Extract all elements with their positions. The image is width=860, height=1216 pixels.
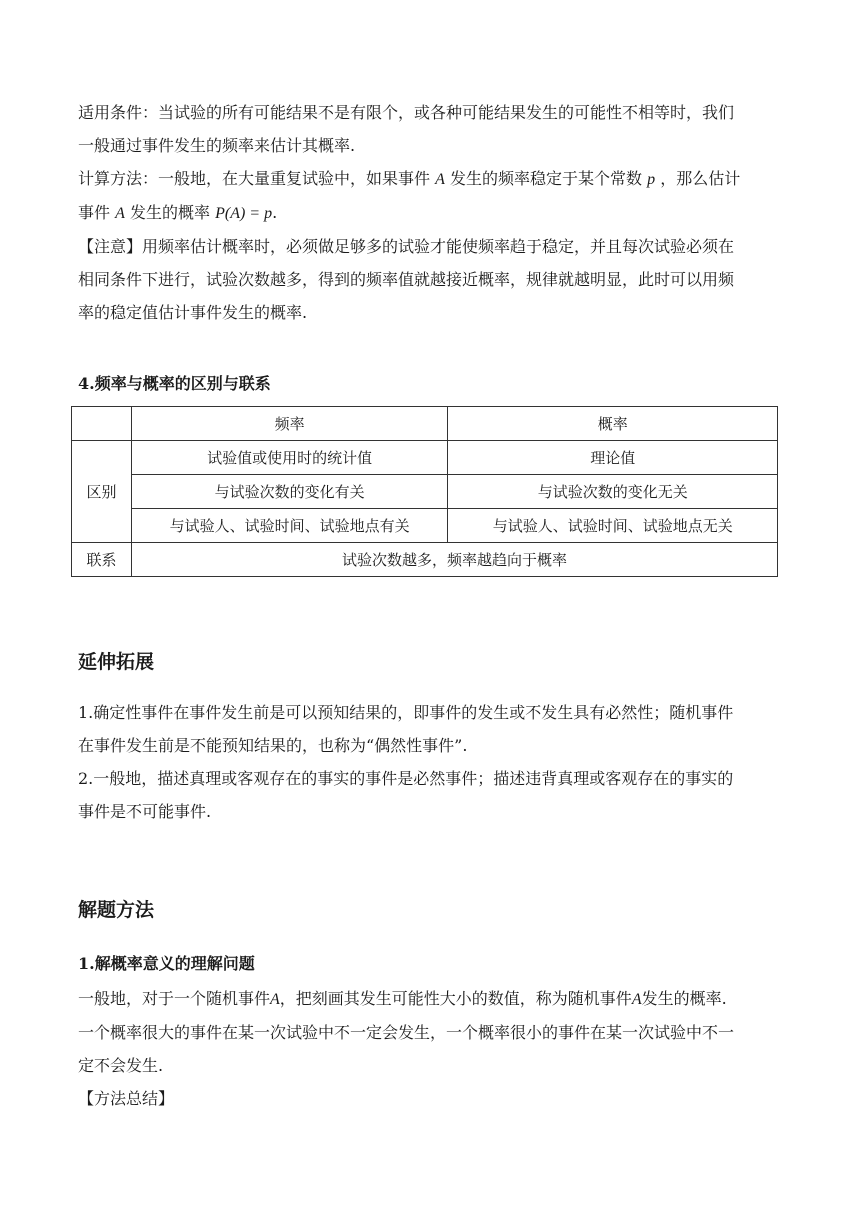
table-row (72, 475, 778, 509)
method-line-2 (78, 196, 784, 230)
var-A: A (270, 991, 280, 1008)
extension-heading-wrap (78, 648, 154, 676)
method-text: ，那么估计 (660, 169, 741, 188)
intro-block (78, 96, 784, 329)
comparison-table (71, 406, 778, 577)
methods-sub-wrap (78, 952, 255, 976)
extension-line: 2.一般地，描述真理或客观存在的事实的事件是必然事件；描述违背真理或客观存在的事实的 (78, 769, 734, 788)
method-text: 计算方法：一般地，在大量重复试验中，如果事件 (78, 169, 431, 188)
methods-subheading: 1.解概率意义的理解问题 (78, 954, 255, 973)
extension-line: 在事件发生前是不能预知结果的，也称为“偶然性事件”. (78, 736, 468, 755)
method-text: 发生的概率 (129, 203, 210, 222)
methods-body (78, 982, 784, 1115)
table-cell: 理论值 (448, 441, 778, 475)
methods-text: 发生的概率. (641, 989, 727, 1008)
table-header-probability: 概率 (448, 407, 778, 441)
section-4-heading-wrap (78, 372, 271, 396)
table-row (72, 441, 778, 475)
diff-label: 区别 (72, 441, 132, 543)
methods-heading-wrap (78, 896, 154, 924)
extension-line: 1.确定性事件在事件发生前是可以预知结果的，即事件的发生或不发生具有必然性；随机事件 (78, 703, 734, 722)
methods-text: ，把刻画其发生可能性大小的数值，称为随机事件 (279, 989, 632, 1008)
note-line-3: 率的稳定值估计事件发生的概率. (78, 303, 308, 322)
methods-heading: 解题方法 (78, 899, 155, 921)
table-cell: 试验值或使用时的统计值 (131, 441, 448, 475)
note-line-1: 【注意】用频率估计概率时，必须做足够多的试验才能使频率趋于稳定，并且每次试验必须在 (78, 237, 735, 256)
table-row (72, 509, 778, 543)
method-text: 发生的频率稳定于某个常数 (449, 169, 642, 188)
formula: P(A) = p (215, 205, 273, 222)
method-text: . (272, 203, 278, 222)
table-cell: 与试验人、试验时间、试验地点有关 (131, 509, 448, 543)
extension-body (78, 696, 784, 828)
method-text: 事件 (78, 203, 111, 222)
var-p: p (647, 171, 656, 188)
condition-line-2: 一般通过事件发生的频率来估计其概率. (78, 136, 356, 155)
methods-line-2: 一个概率很大的事件在某一次试验中不一定会发生，一个概率很小的事件在某一次试验中不一 (78, 1023, 735, 1042)
methods-line-1 (78, 982, 784, 1016)
table-header-frequency: 频率 (131, 407, 448, 441)
var-A: A (435, 171, 445, 188)
table-row (72, 543, 778, 577)
link-text: 试验次数越多，频率越趋向于概率 (131, 543, 777, 577)
table-header-row (72, 407, 778, 441)
section-4-heading: 4.频率与概率的区别与联系 (78, 374, 271, 393)
extension-line: 事件是不可能事件. (78, 802, 212, 821)
table-cell: 与试验人、试验时间、试验地点无关 (448, 509, 778, 543)
methods-text: 一般地，对于一个随机事件 (78, 989, 271, 1008)
methods-line-3: 定不会发生. (78, 1056, 164, 1075)
note-line-2: 相同条件下进行，试验次数越多，得到的频率值就越接近概率，规律就越明显，此时可以用频 (78, 270, 735, 289)
condition-line-1: 适用条件：当试验的所有可能结果不是有限个，或各种可能结果发生的可能性不相等时，我们 (78, 103, 735, 122)
var-A: A (115, 205, 125, 222)
table-cell: 与试验次数的变化无关 (448, 475, 778, 509)
method-line-1 (78, 162, 784, 196)
table-cell (72, 407, 132, 441)
extension-heading: 延伸拓展 (78, 651, 155, 673)
link-label: 联系 (72, 543, 132, 577)
table-cell: 与试验次数的变化有关 (131, 475, 448, 509)
var-A: A (631, 991, 642, 1008)
methods-summary: 【方法总结】 (78, 1089, 175, 1108)
